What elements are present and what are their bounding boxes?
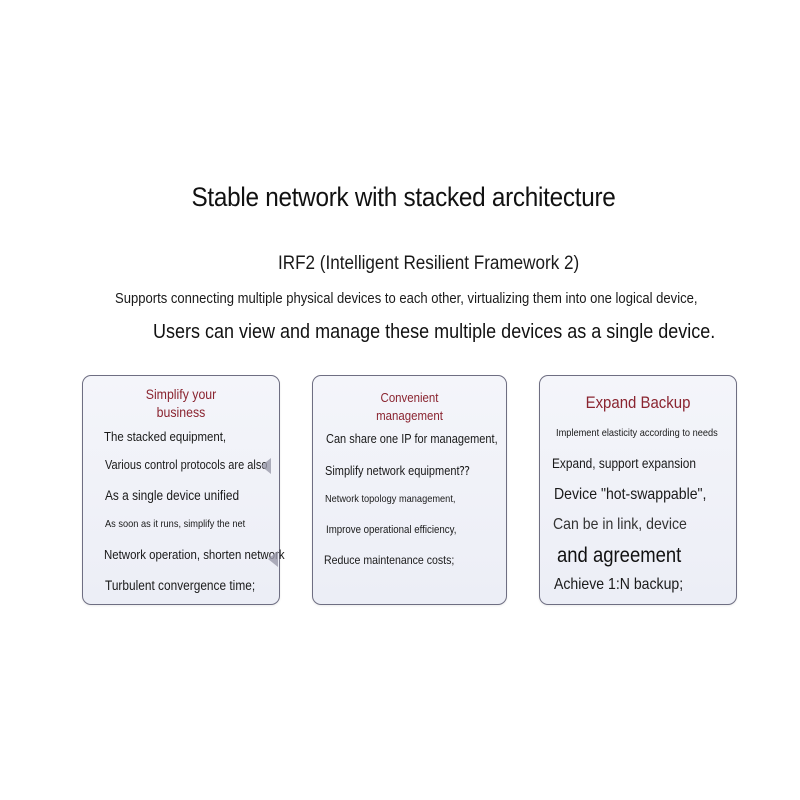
card-title xyxy=(95,385,267,421)
card-line: Can share one IP for management, xyxy=(326,432,498,446)
card-title-line-2: business xyxy=(156,404,206,420)
expand-backup-card xyxy=(539,375,737,605)
card-line: and agreement xyxy=(557,544,682,567)
card-title xyxy=(325,389,495,425)
simplify-business-card xyxy=(82,375,285,605)
card-title-line-2: management xyxy=(376,408,443,423)
arrow-left-icon xyxy=(268,551,278,567)
card-title xyxy=(552,393,724,413)
card-line: Expand, support expansion xyxy=(552,456,696,471)
card-line: Network operation, shorten network xyxy=(104,547,285,562)
framework-subtitle: IRF2 (Intelligent Resilient Framework 2) xyxy=(278,253,580,274)
card-line: Turbulent convergence time; xyxy=(105,578,256,593)
page-title: Stable network with stacked architecture xyxy=(191,182,616,212)
card-line: The stacked equipment, xyxy=(104,429,227,444)
card-line: Simplify network equipment⁇ xyxy=(325,464,470,478)
card-line: Can be in link, device xyxy=(553,516,687,533)
convenient-management-card xyxy=(312,375,507,605)
card-title-line-1: Expand Backup xyxy=(585,393,691,412)
description-line-2: Users can view and manage these multiple devices as a single device. xyxy=(153,321,716,343)
card-title-line-1: Simplify your xyxy=(145,386,217,402)
card-line: Achieve 1:N backup; xyxy=(554,576,684,593)
card-line: As soon as it runs, simplify the net xyxy=(105,518,246,530)
arrow-left-icon xyxy=(261,458,271,474)
card-line: Network topology management, xyxy=(325,493,456,505)
card-line: Implement elasticity according to needs xyxy=(556,427,718,439)
card-line: Reduce maintenance costs; xyxy=(324,553,455,567)
card-line: As a single device unified xyxy=(105,488,240,503)
card-title-line-1: Convenient xyxy=(380,390,439,405)
description-line-1: Supports connecting multiple physical devices to each other, virtualizing them into one logical device, xyxy=(115,291,698,307)
card-line: Improve operational efficiency, xyxy=(326,524,457,536)
card-line: Device "hot-swappable", xyxy=(554,486,707,503)
card-line: Various control protocols are also xyxy=(105,458,268,472)
